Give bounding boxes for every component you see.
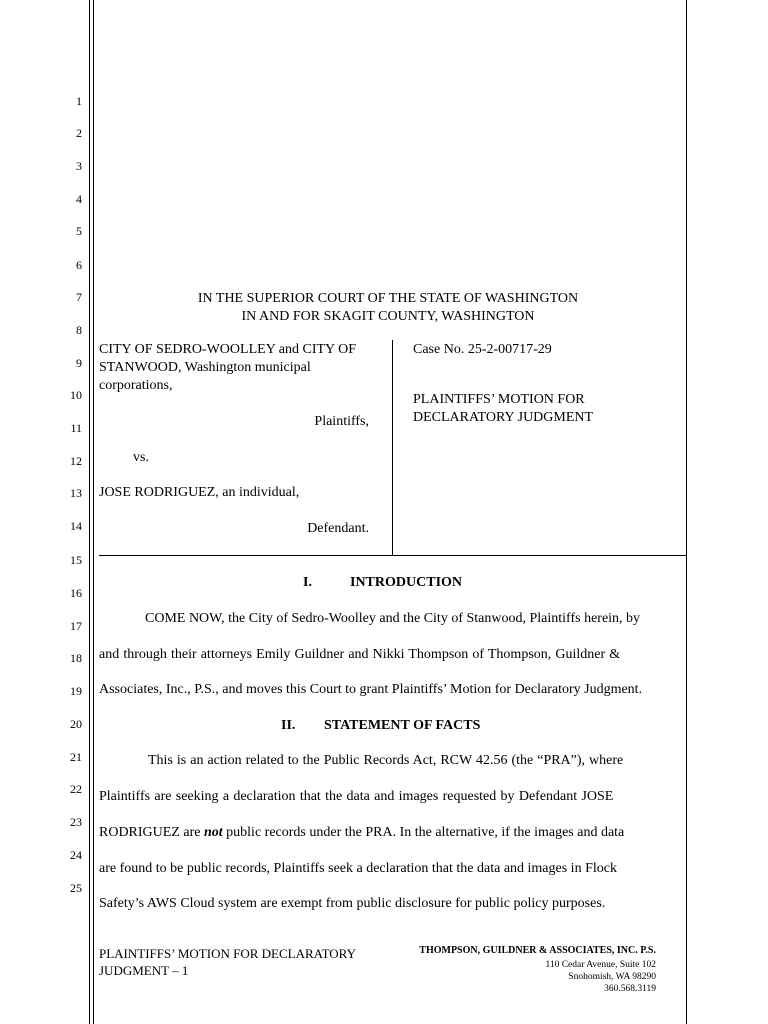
line-number: 17 [70, 619, 82, 633]
line-number: 18 [70, 651, 82, 665]
line-number: 10 [70, 388, 82, 402]
facts-paragraph-line-2: Plaintiffs are seeking a declaration that the data and images requested by Defendant JOSE [99, 789, 614, 804]
intro-paragraph-line-2: and through their attorneys Emily Guildner and Nikki Thompson of Thompson, Guildner & [99, 647, 621, 662]
document-title-line-2: DECLARATORY JUDGMENT [413, 410, 594, 425]
line-number: 8 [76, 323, 82, 337]
line-number: 12 [70, 454, 82, 468]
caption-vs: vs. [133, 450, 149, 465]
section-number: I. [303, 575, 312, 590]
line-number: 23 [70, 815, 82, 829]
line-number: 11 [70, 421, 82, 435]
caption-bottom-rule [99, 555, 687, 556]
court-county: IN AND FOR SKAGIT COUNTY, WASHINGTON [241, 309, 535, 324]
line-number: 20 [70, 717, 82, 731]
section-title: STATEMENT OF FACTS [324, 718, 481, 733]
footer-firm-name: THOMPSON, GUILDNER & ASSOCIATES, INC. P.S. [419, 945, 656, 956]
case-number: Case No. 25-2-00717-29 [413, 342, 552, 357]
footer-title-line-1: PLAINTIFFS’ MOTION FOR DECLARATORY [99, 946, 357, 961]
line-number: 14 [70, 519, 82, 533]
caption-divider [392, 340, 393, 555]
intro-paragraph-line-1: COME NOW, the City of Sedro-Woolley and the City of Stanwood, Plaintiffs herein, by [145, 611, 641, 626]
facts-text: RODRIGUEZ are [99, 825, 204, 840]
line-number: 1 [76, 94, 82, 108]
footer-address-line-1: 110 Cedar Avenue, Suite 102 [545, 960, 656, 970]
right-margin-rule [686, 0, 687, 1024]
facts-text: public records under the PRA. In the alternative, if the images and data [222, 825, 625, 840]
line-number: 21 [70, 750, 82, 764]
caption-plaintiffs-line-2: STANWOOD, Washington municipal [99, 360, 311, 375]
facts-paragraph-line-3 [99, 824, 624, 842]
footer-phone: 360.568.3119 [604, 984, 656, 994]
footer-address-line-2: Snohomish, WA 98290 [568, 972, 656, 982]
court-name: IN THE SUPERIOR COURT OF THE STATE OF WASHINGTON [197, 291, 579, 306]
line-number: 15 [70, 553, 82, 567]
facts-paragraph-line-5: Safety’s AWS Cloud system are exempt from public disclosure for public policy purposes. [99, 896, 606, 911]
section-heading-statement-of-facts [281, 717, 481, 735]
left-margin-rule-outer [89, 0, 90, 1024]
line-number: 19 [70, 684, 82, 698]
line-number: 2 [76, 126, 82, 140]
line-number: 22 [70, 782, 82, 796]
document-title-line-1: PLAINTIFFS’ MOTION FOR [413, 392, 585, 407]
line-number: 4 [76, 192, 82, 206]
caption-defendant: JOSE RODRIGUEZ, an individual, [99, 485, 300, 500]
caption-plaintiffs-line-3: corporations, [99, 378, 173, 393]
caption-plaintiffs-line-1: CITY OF SEDRO-WOOLLEY and CITY OF [99, 342, 357, 357]
line-number: 24 [70, 848, 82, 862]
caption-plaintiffs-role: Plaintiffs, [314, 414, 369, 429]
section-heading-introduction [303, 574, 463, 592]
facts-paragraph-line-1: This is an action related to the Public Records Act, RCW 42.56 (the “PRA”), where [148, 753, 624, 768]
line-number: 5 [76, 224, 82, 238]
caption-defendant-role: Defendant. [307, 521, 369, 536]
facts-paragraph-line-4: are found to be public records, Plaintiffs seek a declaration that the data and images in Flock [99, 861, 617, 876]
line-number: 7 [76, 290, 82, 304]
section-number: II. [281, 718, 296, 733]
line-number: 3 [76, 159, 82, 173]
footer-title-line-2: JUDGMENT – 1 [99, 963, 189, 978]
line-number: 16 [70, 586, 82, 600]
line-number: 9 [76, 356, 82, 370]
intro-paragraph-line-3: Associates, Inc., P.S., and moves this Court to grant Plaintiffs’ Motion for Declaratory Judgment. [99, 682, 643, 697]
line-number: 6 [76, 258, 82, 272]
line-number: 13 [70, 486, 82, 500]
emphasis-not: not [203, 825, 223, 840]
left-margin-rule-inner [93, 0, 94, 1024]
section-title: INTRODUCTION [350, 575, 463, 590]
line-number: 25 [70, 881, 82, 895]
